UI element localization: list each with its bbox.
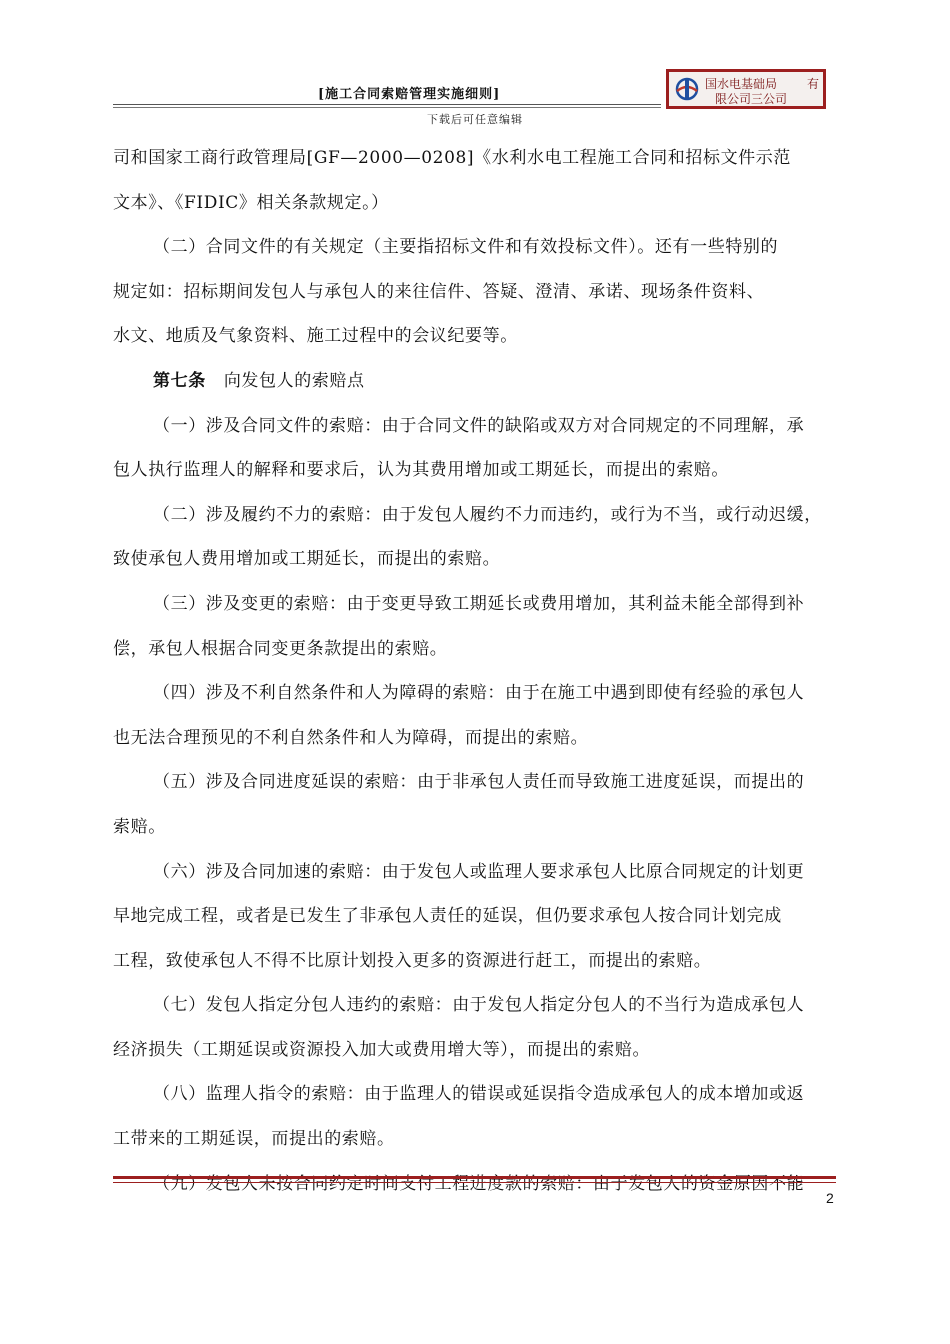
- page-number: 2: [826, 1190, 834, 1206]
- text-line: （六）涉及合同加速的索赔：由于发包人或监理人要求承包人比原合同规定的计划更: [153, 861, 805, 882]
- text-line: （八）监理人指令的索赔：由于监理人的错误或延误指令造成承包人的成本增加或返: [153, 1084, 805, 1105]
- footer-rule: [113, 1182, 836, 1183]
- text-line: （九）发包人未按合同约定时间支付工程进度款的索赔：由于发包人的资金原因不能: [153, 1173, 805, 1194]
- article-title: 向发包人的索赔点: [223, 370, 365, 391]
- footer-rule: [113, 1176, 836, 1179]
- header-rule: [113, 107, 661, 108]
- header-title: [施工合同索赔管理实施细则]: [318, 87, 501, 102]
- text-line: （四）涉及不利自然条件和人为障碍的索赔：由于在施工中遇到即使有经验的承包人: [153, 683, 805, 704]
- document-body: [113, 136, 858, 1206]
- logo-text-line1-suffix: 有: [807, 77, 820, 91]
- company-logo: [666, 69, 826, 109]
- text-line: 早地完成工程，或者是已发生了非承包人责任的延误，但仍要求承包人按合同计划完成: [113, 906, 782, 927]
- text-line: 工程，致使承包人不得不比原计划投入更多的资源进行赶工，而提出的索赔。: [113, 950, 712, 971]
- text-line: 致使承包人费用增加或工期延长，而提出的索赔。: [113, 549, 501, 570]
- text-line: 规定如：招标期间发包人与承包人的来往信件、答疑、澄清、承诺、现场条件资料、: [113, 281, 765, 302]
- logo-text-line1: 国水电基础局: [705, 77, 778, 91]
- text-line: 包人执行监理人的解释和要求后，认为其费用增加或工期延长，而提出的索赔。: [113, 460, 729, 481]
- article-label: 第七条: [153, 370, 206, 391]
- text-line: （一）涉及合同文件的索赔：由于合同文件的缺陷或双方对合同规定的不同理解，承: [153, 415, 805, 436]
- text-line: 工带来的工期延误，而提出的索赔。: [113, 1129, 395, 1150]
- text-line: 文本》、《FIDIC》相关条款规定。）: [113, 192, 389, 213]
- text-line: （七）发包人指定分包人违约的索赔：由于发包人指定分包人的不当行为造成承包人: [153, 995, 805, 1016]
- text-line: （三）涉及变更的索赔：由于变更导致工期延长或费用增加，其利益未能全部得到补: [153, 593, 805, 614]
- text-line: 水文、地质及气象资料、施工过程中的会议纪要等。: [113, 326, 518, 347]
- header-rule: [113, 104, 661, 105]
- article-heading: [113, 359, 858, 404]
- edit-note: 下载后可任意编辑: [427, 113, 523, 126]
- text-line: 也无法合理预见的不利自然条件和人为障碍，而提出的索赔。: [113, 727, 589, 748]
- text-line: 经济损失（工期延误或资源投入加大或费用增大等），而提出的索赔。: [113, 1039, 651, 1060]
- logo-text-line2: 限公司三公司: [715, 92, 788, 106]
- text-line: 偿，承包人根据合同变更条款提出的索赔。: [113, 638, 448, 659]
- text-line: 司和国家工商行政管理局[GF—2000—0208]《水利水电工程施工合同和招标文件示范: [113, 148, 791, 168]
- text-line: （二）合同文件的有关规定（主要指招标文件和有效投标文件）。还有一些特别的: [153, 237, 779, 258]
- text-line: （五）涉及合同进度延误的索赔：由于非承包人责任而导致施工进度延误，而提出的: [153, 772, 805, 793]
- text-line: （二）涉及履约不力的索赔：由于发包人履约不力而违约，或行为不当，或行动迟缓，: [153, 504, 822, 525]
- company-logo-icon: [673, 77, 701, 101]
- text-line: 索赔。: [113, 816, 166, 837]
